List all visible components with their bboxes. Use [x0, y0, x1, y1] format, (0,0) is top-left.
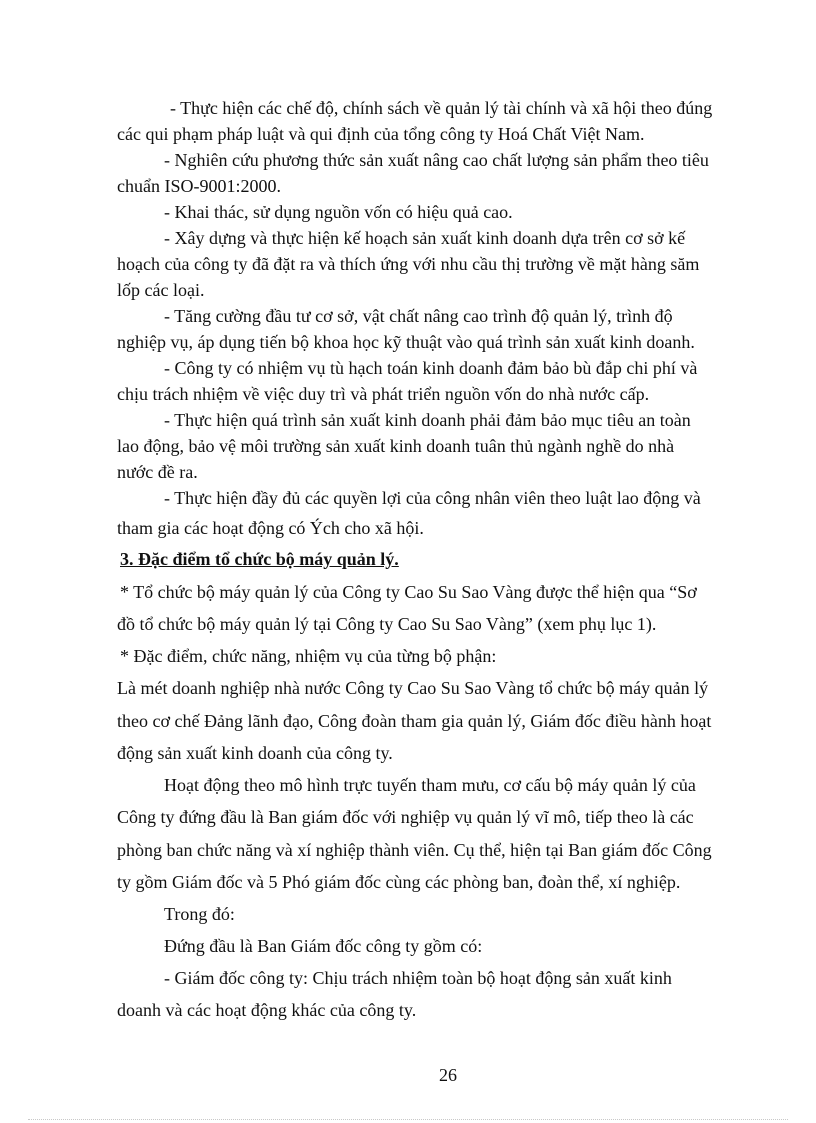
text-line: đồ tổ chức bộ máy quản lý tại Công ty Cao Su Sao Vàng” (xem phụ lục 1). [117, 614, 657, 634]
text-line: - Công ty có nhiệm vụ tù hạch toán kinh doanh đảm bảo bù đắp chi phí và [164, 358, 698, 378]
text-line: - Nghiên cứu phương thức sản xuất nâng cao chất lượng sản phẩm theo tiêu [164, 150, 709, 170]
text-line: - Thực hiện các chế độ, chính sách về quản lý tài chính và xã hội theo đúng [170, 98, 713, 118]
text-line: - Xây dựng và thực hiện kế hoạch sản xuất kinh doanh dựa trên cơ sở kế [164, 228, 686, 248]
text-line: động sản xuất kinh doanh của công ty. [117, 743, 393, 763]
text-line: * Tổ chức bộ máy quản lý của Công ty Cao Su Sao Vàng được thể hiện qua “Sơ [120, 582, 697, 602]
page-bottom-rule [28, 1119, 788, 1120]
text-line: chuẩn ISO-9001:2000. [117, 176, 281, 196]
page-number: 26 [439, 1065, 457, 1085]
text-line: Hoạt động theo mô hình trực tuyến tham mưu, cơ cấu bộ máy quản lý của [164, 775, 696, 795]
text-line: theo cơ chế Đảng lãnh đạo, Công đoàn tham gia quản lý, Giám đốc điều hành hoạt [117, 711, 712, 731]
text-line: * Đặc điểm, chức năng, nhiệm vụ của từng bộ phận: [120, 646, 497, 666]
text-line: các qui phạm pháp luật và qui định của tổng công ty Hoá Chất Việt Nam. [117, 124, 645, 144]
text-line: phòng ban chức năng và xí nghiệp thành viên. Cụ thể, hiện tại Ban giám đốc Công [117, 840, 712, 860]
text-line: tham gia các hoạt động có Ých cho xã hội. [117, 518, 424, 538]
text-line: doanh và các hoạt động khác của công ty. [117, 1000, 417, 1020]
text-line: hoạch của công ty đã đặt ra và thích ứng với nhu cầu thị trường về mặt hàng săm [117, 254, 700, 274]
text-line: - Thực hiện đầy đủ các quyền lợi của công nhân viên theo luật lao động và [164, 488, 701, 508]
text-line: - Thực hiện quá trình sản xuất kinh doanh phải đảm bảo mục tiêu an toàn [164, 410, 691, 430]
text-line: Công ty đứng đầu là Ban giám đốc với nghiệp vụ quản lý vĩ mô, tiếp theo là các [117, 807, 694, 827]
text-line: nước đề ra. [117, 462, 198, 482]
text-line: Là mét doanh nghiệp nhà nước Công ty Cao Su Sao Vàng tổ chức bộ máy quản lý [117, 678, 709, 698]
text-line: - Khai thác, sử dụng nguồn vốn có hiệu quả cao. [164, 202, 513, 222]
text-line: lao động, bảo vệ môi trường sản xuất kinh doanh tuân thủ ngành nghề do nhà [117, 436, 675, 456]
text-line: lốp các loại. [117, 280, 205, 300]
text-line: nghiệp vụ, áp dụng tiến bộ khoa học kỹ thuật vào quá trình sản xuất kinh doanh. [117, 332, 695, 352]
text-line: ty gồm Giám đốc và 5 Phó giám đốc cùng các phòng ban, đoàn thể, xí nghiệp. [117, 872, 681, 892]
section-heading: 3. Đặc điểm tổ chức bộ máy quản lý. [120, 549, 399, 569]
text-line: - Giám đốc công ty: Chịu trách nhiệm toàn bộ hoạt động sản xuất kinh [164, 968, 672, 988]
text-line: chịu trách nhiệm về việc duy trì và phát triển nguồn vốn do nhà nước cấp. [117, 384, 650, 404]
text-line: Trong đó: [164, 904, 235, 924]
text-line: Đứng đầu là Ban Giám đốc công ty gồm có: [164, 936, 483, 956]
text-line: - Tăng cường đầu tư cơ sở, vật chất nâng cao trình độ quản lý, trình độ [164, 306, 673, 326]
